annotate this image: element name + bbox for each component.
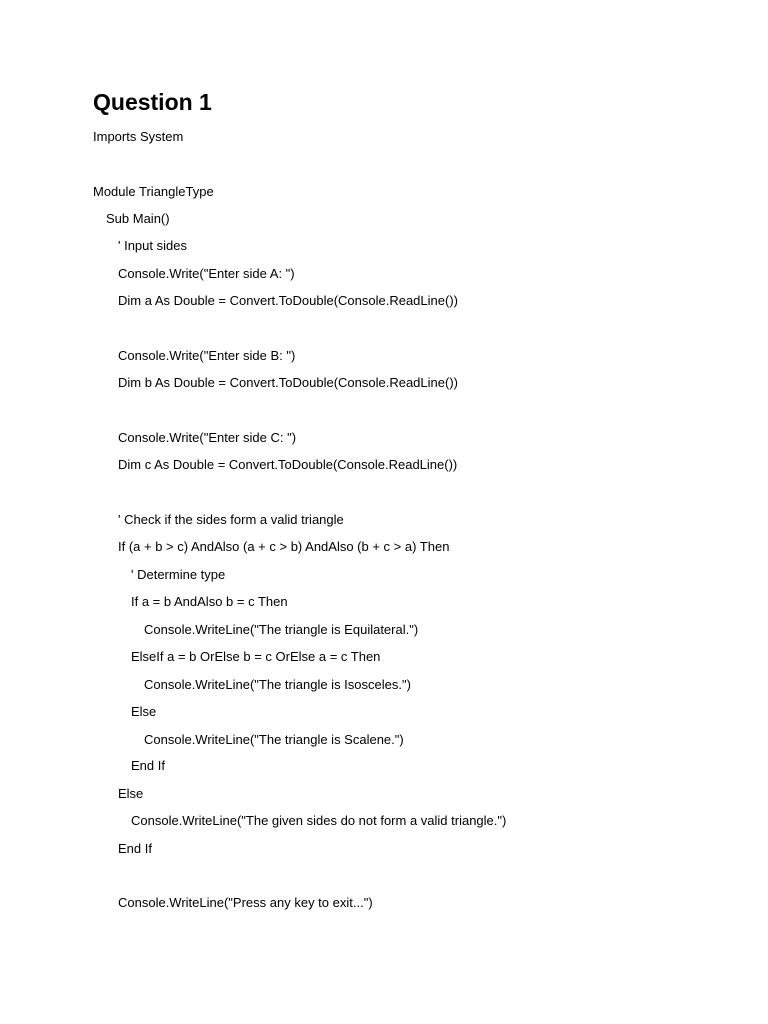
code-line: Console.Write("Enter side A: ") — [118, 266, 295, 281]
code-line: Dim a As Double = Convert.ToDouble(Console.ReadLine()) — [118, 293, 458, 308]
code-line: Console.WriteLine("The triangle is Isosceles.") — [144, 677, 411, 692]
code-line: End If — [131, 758, 165, 773]
code-line: If a = b AndAlso b = c Then — [131, 594, 288, 609]
code-line: Else — [131, 704, 157, 719]
code-line: Dim c As Double = Convert.ToDouble(Console.ReadLine()) — [118, 457, 458, 472]
code-line: Else — [118, 786, 144, 801]
code-line: ' Check if the sides form a valid triangle — [118, 512, 344, 527]
code-line: Console.Write("Enter side B: ") — [118, 348, 296, 363]
code-line: Dim b As Double = Convert.ToDouble(Console.ReadLine()) — [118, 375, 458, 390]
code-line: Sub Main() — [106, 211, 170, 226]
code-line: Module TriangleType — [93, 184, 214, 199]
code-line: Console.WriteLine("The triangle is Scalene.") — [144, 732, 404, 747]
code-line: Imports System — [93, 129, 184, 144]
page-title: Question 1 — [93, 89, 212, 115]
code-line: Console.WriteLine("The given sides do not form a valid triangle.") — [131, 813, 507, 828]
code-line: Console.WriteLine("The triangle is Equilateral.") — [144, 622, 419, 637]
code-line: Console.Write("Enter side C: ") — [118, 430, 297, 445]
code-line: ElseIf a = b OrElse b = c OrElse a = c Then — [131, 649, 381, 664]
code-line: End If — [118, 841, 152, 856]
code-line: ' Input sides — [118, 238, 187, 253]
code-line: Console.WriteLine("Press any key to exit...") — [118, 895, 373, 910]
code-line: If (a + b > c) AndAlso (a + c > b) AndAlso (b + c > a) Then — [118, 539, 450, 554]
code-line: ' Determine type — [131, 567, 226, 582]
